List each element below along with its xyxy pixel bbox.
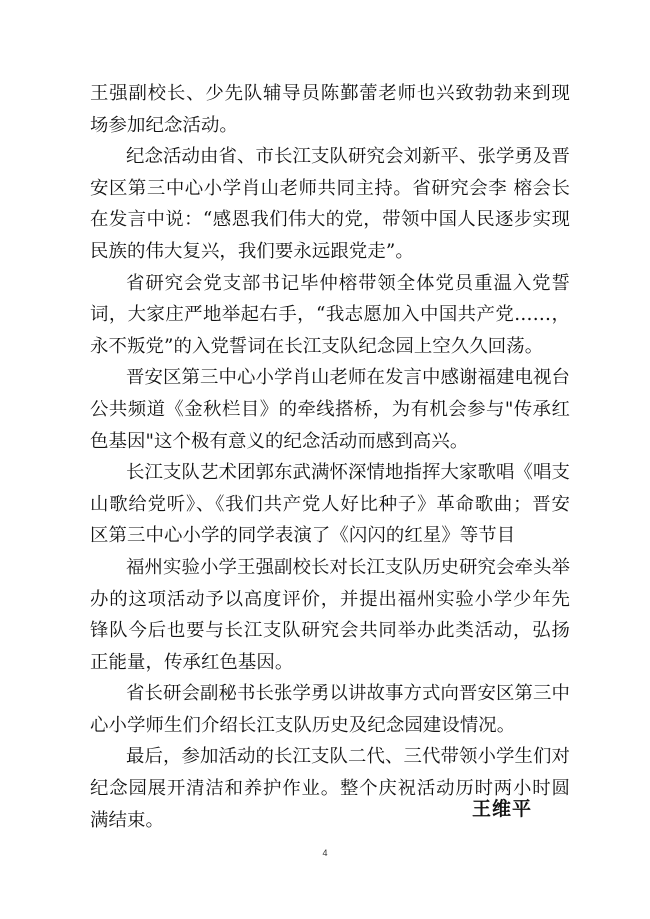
page-number: 4 xyxy=(322,848,328,858)
document-body xyxy=(90,78,570,836)
paragraph-5: 长江支队艺术团郭东武满怀深情地指挥大家歌唱《唱支山歌给党听》、《我们共产党人好比种子》革命歌曲；晋安区第三中心小学的同学表演了《闪闪的红星》等节目 xyxy=(90,462,570,547)
paragraph-8: 最后，参加活动的长江支队二代、三代带领小学生们对纪念园展开清洁和养护作业。整个庆祝活动历时两小时圆满结束。 xyxy=(90,746,570,831)
paragraph-7: 省长研会副秘书长张学勇以讲故事方式向晋安区第三中心小学师生们介绍长江支队历史及纪念园建设情况。 xyxy=(90,683,570,736)
paragraph-6: 福州实验小学王强副校长对长江支队历史研究会牵头举办的这项活动予以高度评价，并提出福州实验小学少年先锋队今后也要与长江支队研究会共同举办此类活动，弘扬正能量，传承红色基因。 xyxy=(90,556,570,673)
paragraph-2: 纪念活动由省、市长江支队研究会刘新平、张学勇及晋安区第三中心小学肖山老师共同主持。省研究会李 榕会长在发言中说：“感恩我们伟大的党，带领中国人民逐步实现民族的伟大复兴，我们要永远跟党走”。 xyxy=(90,146,570,262)
paragraph-1: 王强副校长、少先队辅导员陈鄞蕾老师也兴致勃勃来到现场参加纪念活动。 xyxy=(90,83,570,136)
paragraph-4: 晋安区第三中心小学肖山老师在发言中感谢福建电视台公共频道《金秋栏目》的牵线搭桥，为有机会参与"传承红色基因"这个极有意义的纪念活动而感到高兴。 xyxy=(90,367,570,452)
paragraph-3: 省研究会党支部书记毕仲榕带领全体党员重温入党誓词，大家庄严地举起右手，“我志愿加入中国共产党……，永不叛党”的入党誓词在长江支队纪念园上空久久回荡。 xyxy=(90,272,570,357)
author-signature: 王维平 xyxy=(472,798,533,820)
